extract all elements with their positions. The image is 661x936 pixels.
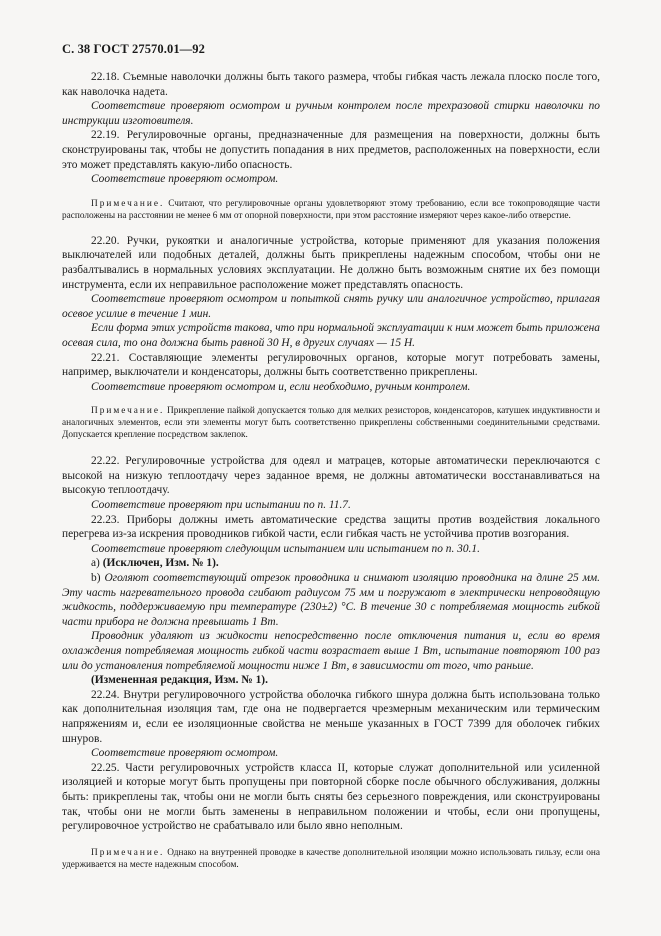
compliance-22-20: Соответствие проверяют осмотром и попыткой снять ручку или аналогичное устройство, прилагая осевое усилие в течение 1 мин. xyxy=(62,293,600,320)
clause-22-18: 22.18. Съемные наволочки должны быть такого размера, чтобы гибкая часть лежала плоско после того, как наволочка надета. xyxy=(62,71,600,98)
note-22-21 xyxy=(62,405,600,441)
item-a-label: а) xyxy=(91,557,100,570)
compliance-22-18: Соответствие проверяют осмотром и ручным контролем после трехразовой стирки наволочки по инструкции изготовителя. xyxy=(62,100,600,127)
item-b-text: Оголяют соответствующий отрезок проводника и снимают изоляцию проводника на длине 25 мм. Эту часть нагревательного провода сгибают радиусом 75 мм и погружают в электрически непроводящую жидкость, поддерживаемую при температуре (230±2) °С. В течение 30 с потребляемая мощность гибкой части прибора не должна превышать 1 Вт. xyxy=(62,572,601,628)
item-b-label: b) xyxy=(91,572,101,585)
page-content xyxy=(62,70,600,871)
clause-22-22: 22.22. Регулировочные устройства для одеял и матрацев, которые автоматически переключаются с высокой на низкую теплоотдачу через заданное время, не должны автоматически восстанавливаться на высокую теплоотдачу. xyxy=(62,455,600,497)
clause-22-25: 22.25. Части регулировочных устройств класса II, которые служат дополнительной или усиленной изоляцией и которые могут быть пропущены при повторной сборке после обычного обслуживания, должны быть: прикреплены так, чтобы они не могли быть сняты без серьезного повреждения, или сконструированы так, чтобы они не могли быть заменены в неправильном положении и чтобы, если они пропущены, регулировочное устройство не срабатывало или было явно неполным. xyxy=(62,761,600,833)
compliance-22-23: Соответствие проверяют следующим испытанием или испытанием по п. 30.1. xyxy=(91,542,480,555)
item-b xyxy=(62,571,600,629)
note-text: Считают, что регулировочные органы удовлетворяют этому требованию, если все токопроводящие части расположены на расстоянии не менее 6 мм от опорной поверхности, при этом расстояние измеряют через какое-либо отверстие. xyxy=(62,198,600,221)
note-22-25 xyxy=(62,847,600,871)
clause-22-23: 22.23. Приборы должны иметь автоматические средства защиты против воздействия локального перегрева из-за искрения проводников гибкой части, если гибкая часть не устойчива против возгорания. xyxy=(62,513,600,541)
clause-22-24: 22.24. Внутри регулировочного устройства оболочка гибкого шнура должна быть использована только как дополнительная изоляция там, где она не подвергается чрезмерным механическим или термическим напряжениям и, если ее изоляционные свойства не меньше указанных в ГОСТ 7399 для оболочек гибких шнуров. xyxy=(62,688,600,745)
note-text: Однако на внутренней проводке в качестве дополнительной изоляции можно использовать гильзу, если она удерживается на месте надежным способом. xyxy=(62,847,601,870)
compliance-22-22: Соответствие проверяют при испытании по п. 11.7. xyxy=(91,499,351,512)
compliance-22-24: Соответствие проверяют осмотром. xyxy=(91,747,279,760)
note-22-19 xyxy=(62,198,600,222)
item-a-text: (Исключен, Изм. № 1). xyxy=(102,557,219,570)
clause-22-21: 22.21. Составляющие элементы регулировочных органов, которые могут потребовать замены, например, выключатели и конденсаторы, должны быть соответственно прикреплены. xyxy=(62,351,600,379)
conductor-removal-text: Проводник удаляют из жидкости непосредственно после отключения питания и, если во время охлаждения потребляемая мощность гибкой части возрастает выше 1 Вт, испытание повторяют 100 раз или до установления потребляемой мощности ниже 1 Вт, в зависимости от того, что раньше. xyxy=(62,630,600,672)
amended-edition: (Измененная редакция, Изм. № 1). xyxy=(91,674,268,687)
clause-22-19: 22.19. Регулировочные органы, предназначенные для размещения на поверхности, должны быть сконструированы так, чтобы не допустить попадания в них предметов, расположенных на поверхности, если это может представлять какую-либо опасность. xyxy=(62,129,600,171)
note-label: Примечание. xyxy=(91,847,165,858)
clause-22-20: 22.20. Ручки, рукоятки и аналогичные устройства, которые применяют для указания положения выключателей или подобных деталей, должны быть прикреплены надежным способом, чтобы они не разбалтывались в нормальных условиях эксплуатации. Не должно быть возможным снятие их без помощи инструмента, если их неправильное расположение может представлять опасность. xyxy=(62,234,600,291)
compliance-22-19: Соответствие проверяют осмотром. xyxy=(91,173,279,186)
note-text: Прикрепление пайкой допускается только для мелких резисторов, конденсаторов, катушек индуктивности и аналогичных элементов, если эти элементы могут быть соответственно прикреплены собственными соединительными средствами. Допускается крепление посредством заклепок. xyxy=(62,406,600,441)
axial-force-text: Если форма этих устройств такова, что при нормальной эксплуатации к ним может быть приложена осевая сила, то она должна быть равной 30 Н, в других случаях — 15 Н. xyxy=(62,322,600,349)
note-label: Примечание. xyxy=(91,406,165,417)
item-a xyxy=(62,556,600,571)
note-label: Примечание. xyxy=(91,198,165,209)
compliance-22-21: Соответствие проверяют осмотром и, если необходимо, ручным контролем. xyxy=(91,380,471,393)
page-header: С. 38 ГОСТ 27570.01—92 xyxy=(62,42,205,56)
